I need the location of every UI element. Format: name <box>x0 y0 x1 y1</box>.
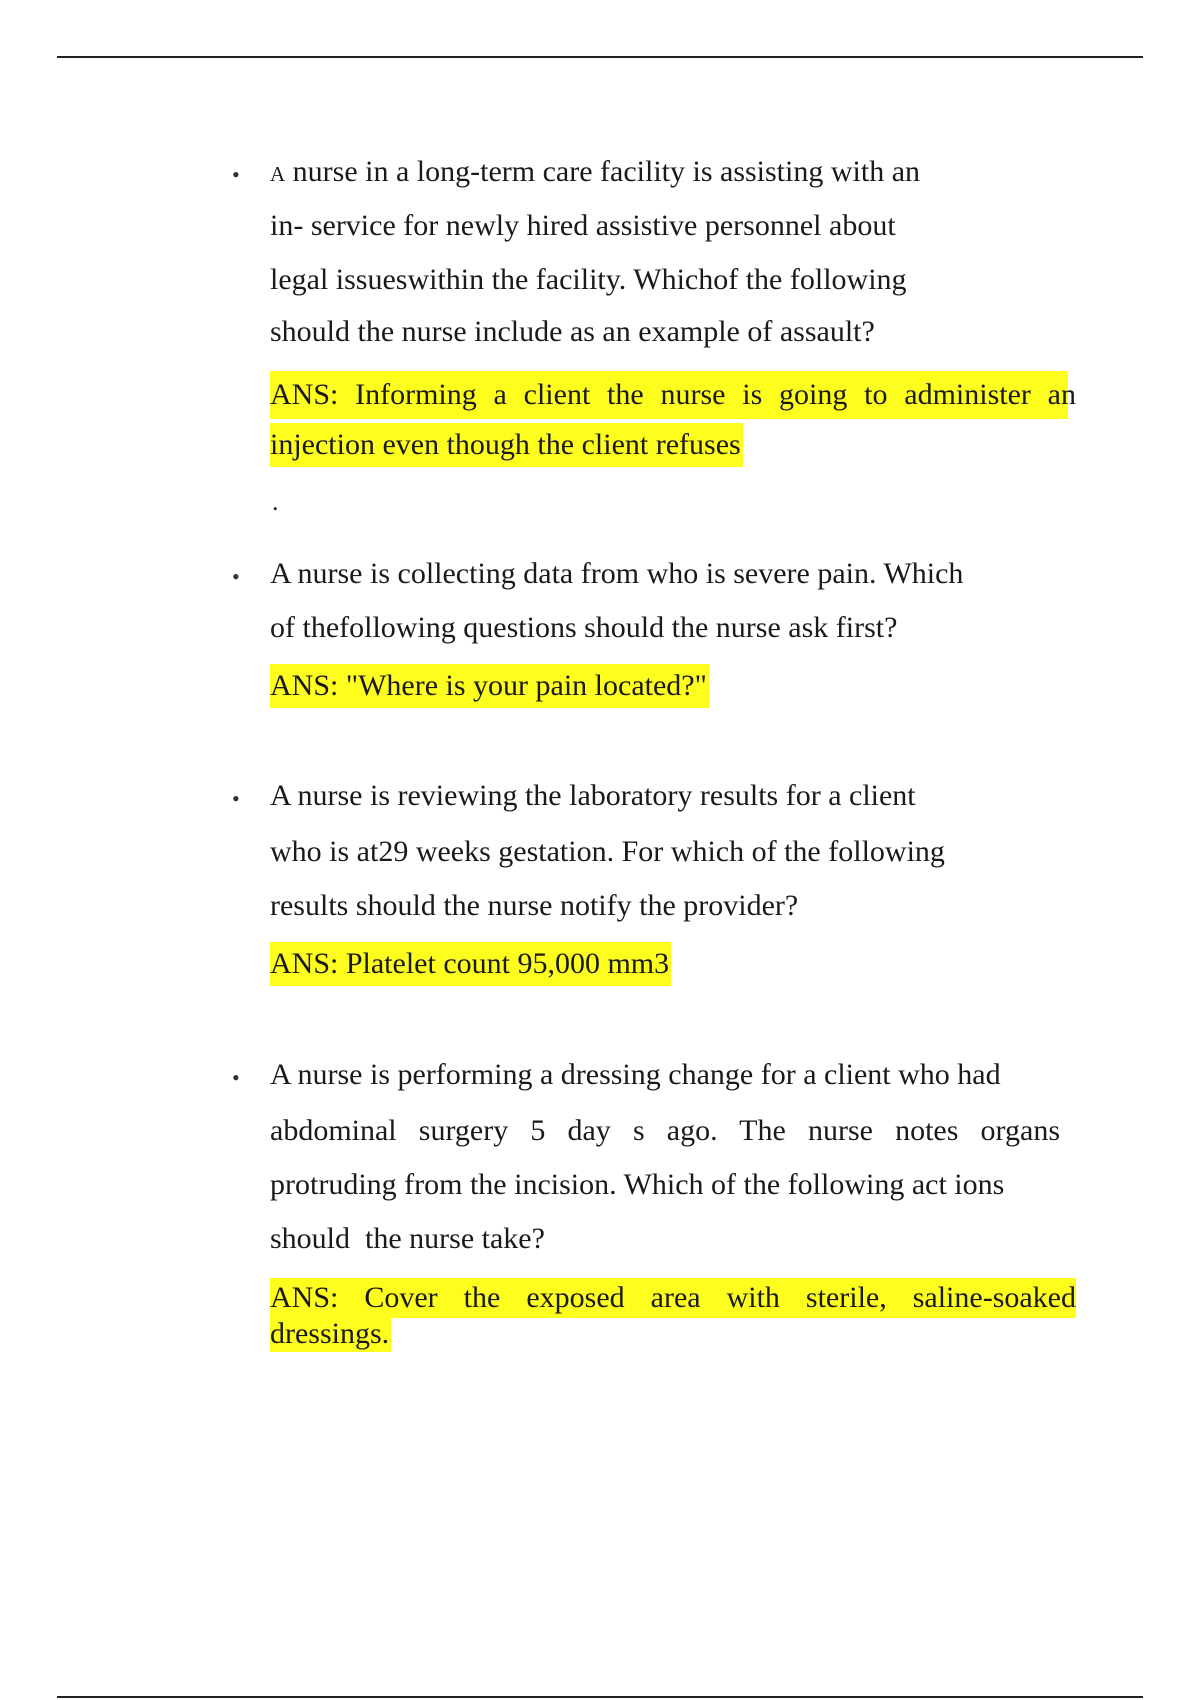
question-3-line-2: who is at29 weeks gestation. For which of the following <box>270 835 945 868</box>
question-1-line-1: A nurse in a long-term care facility is assisting with an <box>270 155 921 188</box>
answer-3-line-1: ANS: Platelet count 95,000 mm3 <box>270 942 671 986</box>
question-1-line-4: should the nurse include as an example of assault? <box>270 315 875 348</box>
bullet-icon: • <box>232 564 240 589</box>
question-4-line-1: A nurse is performing a dressing change for a client who had <box>270 1058 1001 1091</box>
bullet-icon: • <box>232 1065 240 1090</box>
question-1-lead-char: A <box>270 162 286 186</box>
question-1-line-2: in- service for newly hired assistive personnel about <box>270 209 896 242</box>
question-4-line-2: abdominal surgery 5 day s ago. The nurse notes organs <box>270 1114 1060 1147</box>
answer-4-line-2: dressings. <box>270 1317 390 1350</box>
top-rule <box>57 56 1143 58</box>
bullet-icon: • <box>232 786 240 811</box>
answer-2-line-1: ANS: "Where is your pain located?" <box>270 664 709 708</box>
bottom-rule <box>57 1696 1143 1698</box>
bullet-icon: • <box>232 162 240 187</box>
question-1-line-3: legal issueswithin the facility. Whichof the following <box>270 263 907 296</box>
trailing-dot: . <box>272 487 279 516</box>
answer-4-line-1: ANS: Cover the exposed area with sterile, saline-soaked <box>270 1278 1076 1318</box>
question-3-line-3: results should the nurse notify the provider? <box>270 889 799 922</box>
answer-1-line-2: injection even though the client refuses <box>270 423 743 467</box>
question-2-line-1: A nurse is collecting data from who is severe pain. Which <box>270 557 964 590</box>
question-2-line-2: of thefollowing questions should the nurse ask first? <box>270 611 898 644</box>
question-4-line-3: protruding from the incision. Which of the following act ions <box>270 1168 1005 1201</box>
answer-1-line-1: ANS: Informing a client the nurse is going to administer an <box>270 371 1068 419</box>
question-4-line-4: should the nurse take? <box>270 1222 545 1255</box>
question-3-line-1: A nurse is reviewing the laboratory results for a client <box>270 779 916 812</box>
